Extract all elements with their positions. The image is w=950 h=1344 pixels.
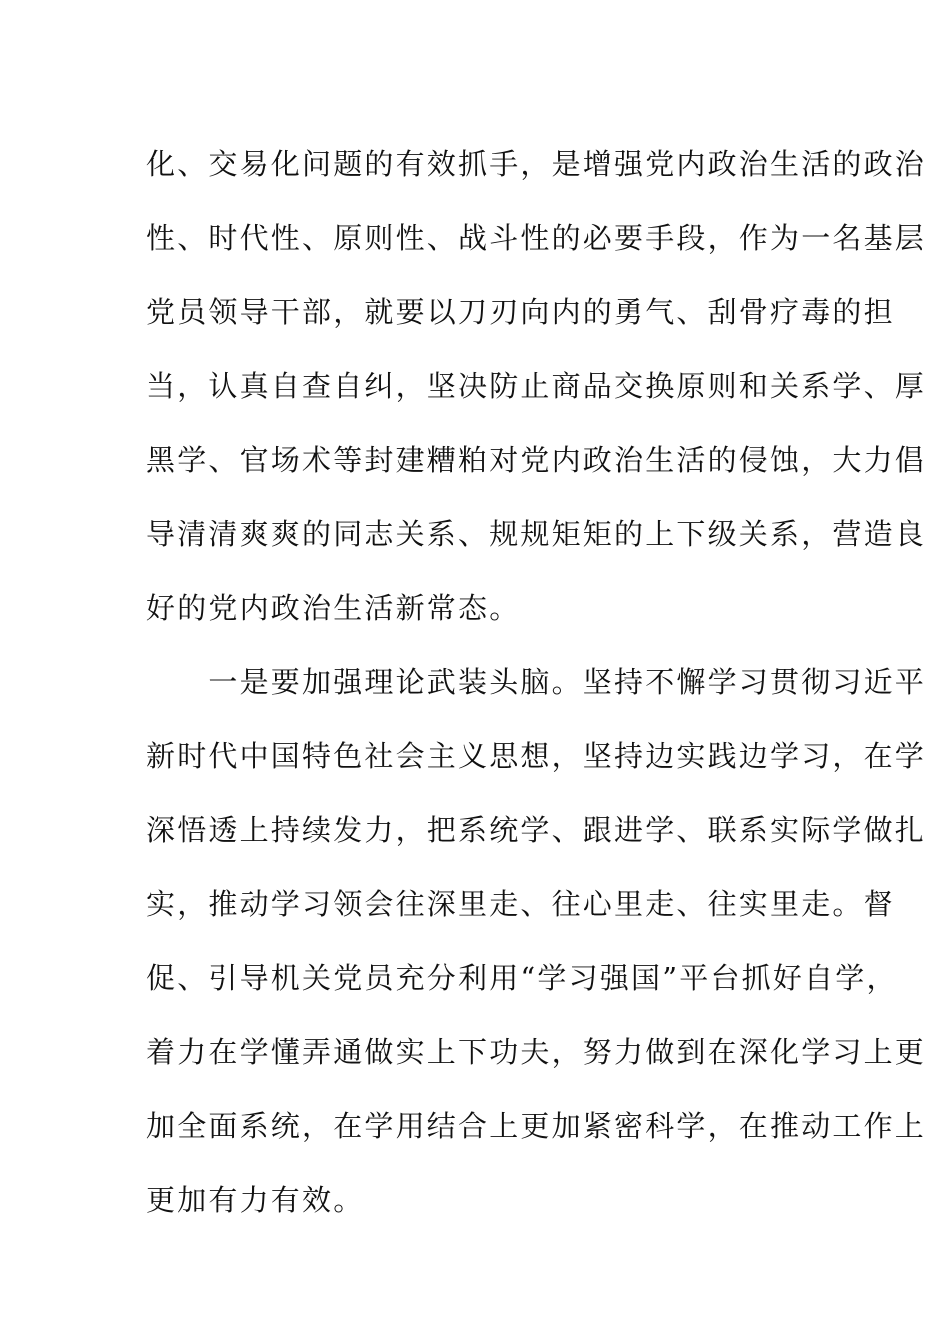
document-body xyxy=(146,127,927,1237)
text-line: 党员领导干部，就要以刀刃向内的勇气、刮骨疗毒的担 xyxy=(146,295,895,329)
text-line: 一是要加强理论武装头脑。坚持不懈学习贯彻习近平 xyxy=(146,665,927,699)
text-line: 好的党内政治生活新常态。 xyxy=(146,591,521,625)
text-line: 导清清爽爽的同志关系、规规矩矩的上下级关系，营造良 xyxy=(146,517,927,551)
text-line: 新时代中国特色社会主义思想，坚持边实践边学习，在学 xyxy=(146,739,927,773)
text-line: 深悟透上持续发力，把系统学、跟进学、联系实际学做扎 xyxy=(146,813,927,847)
text-line: 促、引导机关党员充分利用“学习强国”平台抓好自学， xyxy=(146,961,898,995)
text-line: 更加有力有效。 xyxy=(146,1183,365,1217)
text-line: 化、交易化问题的有效抓手，是增强党内政治生活的政治 xyxy=(146,147,927,181)
text-line: 着力在学懂弄通做实上下功夫，努力做到在深化学习上更 xyxy=(146,1035,927,1069)
text-line: 性、时代性、原则性、战斗性的必要手段，作为一名基层 xyxy=(146,221,927,255)
text-line: 加全面系统，在学用结合上更加紧密科学，在推动工作上 xyxy=(146,1109,927,1143)
text-line: 实，推动学习领会往深里走、往心里走、往实里走。督 xyxy=(146,887,895,921)
text-line: 当，认真自查自纠，坚决防止商品交换原则和关系学、厚 xyxy=(146,369,927,403)
text-line: 黑学、官场术等封建糟粕对党内政治生活的侵蚀，大力倡 xyxy=(146,443,927,477)
